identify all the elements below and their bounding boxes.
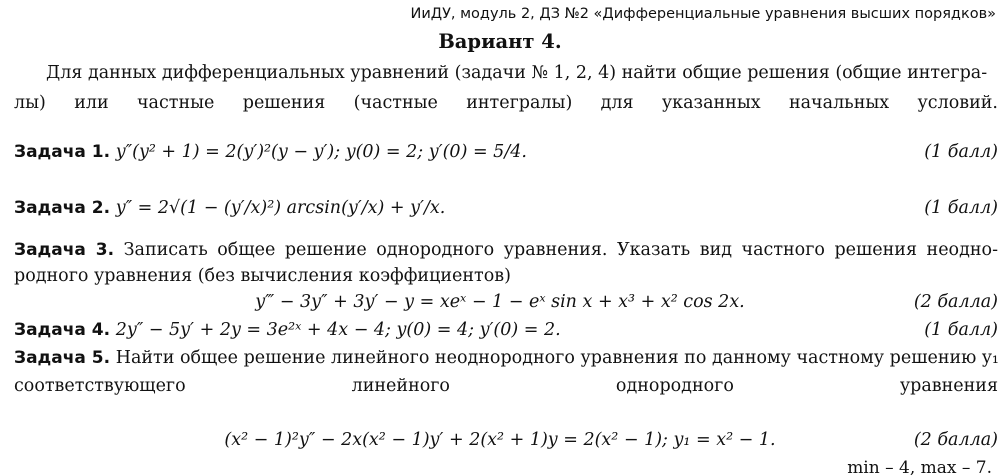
variant-title: Вариант 4. [438,30,562,53]
task-4-equation: 2y″ − 5y′ + 2y = 3e²ˣ + 4x − 4; y(0) = 4; y′(0) = 2. [115,320,561,340]
task-4-label: Задача 4. [14,320,111,340]
task-3-text-2: родного уравнения (без вычисления коэффициентов) [14,266,511,286]
task-5-text-1: Найти общее решение линейного неоднородного уравнения по данному частному решению y₁ [115,348,999,368]
task-1-label: Задача 1. [14,142,111,162]
task-5-line-1 [14,348,998,368]
task-1 [14,142,998,162]
task-4 [14,320,998,340]
intro-line-1: Для данных дифференциальных уравнений (задачи № 1, 2, 4) найти общие решения (общие интегра- [46,63,988,83]
task-5-label: Задача 5. [14,348,111,368]
intro-paragraph [14,58,998,118]
task-5-equation: (x² − 1)²y″ − 2x(x² − 1)y′ + 2(x² + 1)y = 2(x² − 1); y₁ = x² − 1. [224,430,776,450]
task-1-equation: y″(y² + 1) = 2(y′)²(y − y′); y(0) = 2; y′(0) = 5/4. [115,142,527,162]
task-2 [14,198,998,218]
task-4-points: (1 балл) [924,320,998,340]
course-header: ИиДУ, модуль 2, ДЗ №2 «Дифференциальные уравнения высших порядков» [410,6,996,22]
task-5-points: (2 балла) [913,430,998,450]
task-5-text-2: соответствующего линейного однородного уравнения [14,376,998,396]
score-range: min – 4, max – 7. [847,458,992,476]
task-3-line-2 [14,266,998,286]
task-2-equation: y″ = 2√(1 − (y′/x)²) arcsin(y′/x) + y′/x. [115,198,446,218]
task-3-equation-row [0,292,1000,312]
task-2-label: Задача 2. [14,198,111,218]
task-2-points: (1 балл) [924,198,998,218]
task-3-label: Задача 3. [14,240,115,260]
task-1-points: (1 балл) [924,142,998,162]
task-3-line-1 [14,240,998,260]
intro-line-2: лы) или частные решения (частные интегралы) для указанных начальных условий. [14,93,998,113]
task-5-line-2 [14,376,998,396]
task-3-equation: y‴ − 3y″ + 3y′ − y = xeˣ − 1 − eˣ sin x + x³ + x² cos 2x. [255,292,745,312]
task-3-points: (2 балла) [913,292,998,312]
task-3-text-1: Записать общее решение однородного уравнения. Указать вид частного решения неодно- [123,240,998,260]
task-5-equation-row [0,430,1000,450]
